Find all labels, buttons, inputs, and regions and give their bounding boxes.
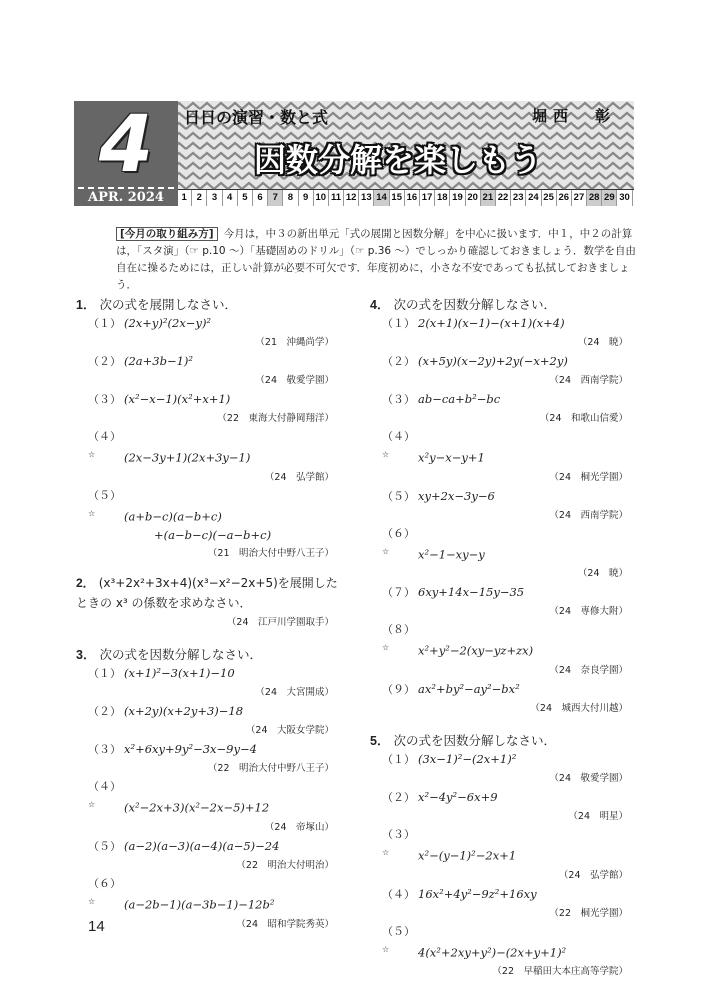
problem-item	[370, 525, 632, 565]
problem-number	[382, 789, 418, 807]
math-expression: 16x²+4y²−9z²+16xy	[418, 886, 537, 901]
problem-label: （５）	[382, 924, 415, 938]
star-icon: ☆	[88, 896, 96, 906]
problem-number	[382, 621, 418, 661]
problem-item	[76, 314, 338, 333]
star-icon: ☆	[382, 546, 390, 556]
problem-source: （22 桐光学園）	[549, 907, 628, 919]
problem-label: （４）	[88, 430, 121, 443]
problem-label: （５）	[88, 488, 121, 502]
day-cell[interactable]: 26	[557, 190, 572, 206]
problem-number	[88, 741, 124, 759]
problem-source: （24 大宮開成）	[255, 687, 334, 699]
problem-number	[382, 751, 418, 769]
day-cell[interactable]: 22	[496, 190, 511, 206]
day-cell[interactable]: 27	[572, 190, 587, 206]
problem-number	[382, 315, 418, 333]
problem-item	[76, 702, 338, 721]
math-expression: (a−2b−1)(a−3b−1)−12b²	[124, 897, 275, 912]
problem-item	[76, 740, 338, 759]
right-column	[370, 296, 632, 981]
day-cell[interactable]: 15	[390, 190, 405, 206]
day-cell[interactable]: 1	[177, 190, 192, 206]
math-expression: (x²−2x+3)(x²−2x−5)+12	[124, 800, 270, 815]
day-cell[interactable]: 8	[283, 190, 298, 206]
star-icon: ☆	[88, 508, 96, 518]
problem-source: （22 東海大付静岡翔洋）	[217, 413, 334, 424]
month-label: APR. 2024	[88, 190, 164, 205]
problem-item	[370, 826, 632, 866]
problem-label: （６）	[88, 876, 121, 890]
day-cell[interactable]: 9	[299, 190, 314, 206]
math-expression: ax²+by²−ay²−bx²	[418, 681, 520, 696]
problem-item	[370, 923, 632, 963]
math-expression: x²y−x−y+1	[418, 450, 485, 465]
problem-source: （21 沖縄尚学）	[255, 337, 334, 348]
problem-source: （24 敬愛学園）	[549, 772, 628, 784]
problem-item	[370, 428, 632, 468]
section-heading	[370, 732, 632, 750]
problem-source: （24 西南学院）	[549, 509, 628, 521]
day-checkboxes	[177, 190, 633, 206]
math-expression: x²−1−xy−y	[418, 547, 485, 562]
day-cell[interactable]: 16	[405, 190, 420, 206]
problem-label: （５）	[382, 489, 415, 503]
problem-label: （６）	[382, 526, 415, 540]
problem-item	[370, 680, 632, 699]
problem-source: （24 江戸川学園取手）	[226, 617, 334, 629]
problem-item	[370, 750, 632, 769]
problem-label: （２）	[382, 355, 415, 368]
problem-number	[382, 391, 418, 409]
problem-number	[382, 428, 418, 468]
day-cell[interactable]: 17	[420, 190, 435, 206]
math-expression: (3x−1)²−(2x+1)²	[418, 751, 517, 766]
math-expression-continued: +(a−b−c)(−a−b+c)	[154, 528, 272, 543]
problem-section	[76, 573, 338, 632]
page-number: 14	[88, 918, 105, 935]
problem-item	[370, 583, 632, 602]
star-icon: ☆	[382, 847, 390, 857]
day-cell[interactable]: 4	[223, 190, 238, 206]
section-instruction: 次の式を因数分解しなさい．	[393, 732, 556, 748]
problem-item	[76, 428, 338, 468]
problem-label: （３）	[88, 743, 121, 757]
problem-number	[88, 665, 124, 683]
star-icon: ☆	[382, 643, 390, 653]
problem-item	[76, 352, 338, 371]
problem-number	[88, 487, 124, 527]
day-cell[interactable]: 10	[314, 190, 329, 206]
problem-label: （３）	[382, 393, 415, 406]
problem-section	[370, 732, 632, 981]
problem-label: （２）	[382, 790, 415, 804]
problem-label: （８）	[382, 623, 415, 637]
left-column	[76, 296, 338, 934]
problem-number	[88, 315, 124, 333]
math-expression: ab−ca+b²−bc	[418, 392, 501, 406]
day-cell[interactable]: 6	[253, 190, 268, 206]
problem-label: （１）	[88, 317, 121, 330]
problem-number	[382, 488, 418, 506]
problem-number	[88, 875, 124, 915]
problem-source: （24 弘学館）	[264, 471, 334, 483]
day-cell[interactable]: 11	[329, 190, 344, 206]
problem-label: （１）	[382, 317, 415, 330]
problem-source: （22 明治大付明治）	[236, 859, 334, 871]
section-number: 1．	[76, 298, 96, 312]
star-icon: ☆	[88, 450, 96, 459]
header-banner	[74, 101, 634, 206]
day-cell[interactable]: 28	[587, 190, 602, 206]
problem-source: （21 明治大付中野八王子）	[207, 548, 334, 560]
problem-label: （９）	[382, 682, 415, 696]
day-cell[interactable]: 21	[481, 190, 496, 206]
day-cell[interactable]: 20	[466, 190, 481, 206]
intro-paragraph	[116, 226, 636, 294]
problem-number	[88, 778, 124, 818]
math-expression: (2a+3b−1)²	[124, 354, 194, 368]
day-cell[interactable]: 25	[542, 190, 557, 206]
month-box	[74, 101, 178, 206]
problem-label: （２）	[88, 355, 121, 368]
problem-item	[370, 487, 632, 506]
problem-source: （24 城西大付川越）	[530, 702, 628, 714]
day-cell[interactable]: 19	[450, 190, 465, 206]
math-expression: x²+6xy+9y²−3x−9y−4	[124, 742, 257, 757]
author-name: 堀西 彰	[531, 107, 616, 125]
star-icon: ☆	[88, 800, 96, 810]
problem-number	[382, 353, 418, 371]
intro-heading: [今月の取り組み方]	[116, 227, 218, 241]
problem-number	[382, 584, 418, 602]
problem-label: （３）	[88, 393, 121, 406]
problem-label: （２）	[88, 705, 121, 719]
day-cell[interactable]: 13	[359, 190, 374, 206]
problem-item	[370, 390, 632, 409]
math-expression: (x+5y)(x−2y)+2y(−x+2y)	[418, 354, 568, 368]
day-cell[interactable]: 7	[268, 190, 283, 206]
day-cell[interactable]: 23	[511, 190, 526, 206]
math-expression: (a−2)(a−3)(a−4)(a−5)−24	[124, 838, 280, 853]
problem-item	[76, 837, 338, 856]
section-instruction: 次の式を因数分解しなさい．	[99, 647, 262, 663]
problem-label: （７）	[382, 586, 415, 600]
problem-label: （５）	[88, 839, 121, 853]
problem-item	[76, 875, 338, 915]
problem-section	[370, 296, 632, 718]
problem-source: （24 敬愛学園）	[255, 375, 334, 386]
problem-label: （１）	[88, 667, 121, 681]
problem-item	[76, 487, 338, 545]
day-cell[interactable]: 30	[617, 190, 632, 206]
problem-number	[382, 826, 418, 866]
problem-item	[370, 314, 632, 333]
math-expression: (a+b−c)(a−b+c)	[124, 509, 222, 524]
problem-number	[382, 923, 418, 963]
problem-item	[370, 885, 632, 904]
problem-source: （24 明星）	[568, 810, 628, 822]
math-expression: x²+y²−2(xy−yz+zx)	[418, 643, 534, 658]
problem-source: （24 大阪女学院）	[245, 725, 334, 737]
problem-item	[76, 778, 338, 818]
day-cell[interactable]: 5	[238, 190, 253, 206]
problem-number	[88, 353, 124, 371]
math-expression: 4(x²+2xy+y²)−(2x+y+1)²	[418, 945, 567, 960]
section-instruction: 次の式を展開しなさい．	[99, 297, 237, 312]
math-expression: (x+1)²−3(x+1)−10	[124, 666, 235, 681]
day-cell[interactable]: 2	[192, 190, 207, 206]
math-expression: (x+2y)(x+2y+3)−18	[124, 704, 244, 719]
math-expression: 2(x+1)(x−1)−(x+1)(x+4)	[418, 316, 565, 330]
problem-label: （１）	[382, 752, 415, 766]
problem-item	[76, 664, 338, 683]
math-expression: x²−(y−1)²−2x+1	[418, 848, 517, 863]
math-expression: xy+2x−3y−6	[418, 488, 495, 503]
problem-number	[88, 703, 124, 721]
series-title: 日日の演習・数と式	[184, 108, 329, 127]
problem-source: （22 早稲田大本庄高等学院）	[492, 966, 628, 978]
section-heading	[76, 646, 338, 664]
day-cell[interactable]: 3	[207, 190, 222, 206]
problem-section	[76, 646, 338, 933]
problem-source: （24 弘学館）	[558, 869, 628, 881]
problem-source: （24 桐光学園）	[549, 471, 628, 483]
problem-number	[382, 525, 418, 565]
problem-label: （４）	[382, 887, 415, 901]
math-expression: (2x−3y+1)(2x+3y−1)	[124, 450, 251, 465]
section-number: 4．	[370, 298, 390, 312]
star-icon: ☆	[382, 450, 390, 459]
page-title: 因数分解を楽しもう	[254, 141, 543, 179]
section-number: 2．	[76, 576, 95, 591]
month-divider	[78, 187, 174, 189]
star-icon: ☆	[382, 944, 390, 954]
intro-text: 今月は，中３の新出単元「式の展開と因数分解」を中心に扱います．中１，中２の計算は，「スタ演」（☞ p.10 〜）「基礎固めのドリル」（☞ p.36 〜）でしっかり確認しておきましょう．数学を自由自在に操るためには，正しい計算が必要不可欠です．年度初めに，小さな不安であっても払拭しておきましょう．	[116, 228, 636, 291]
problem-item	[370, 788, 632, 807]
problem-number	[382, 886, 418, 904]
problem-source: （24 奈良学園）	[549, 664, 628, 676]
problem-number	[88, 838, 124, 856]
math-expression: (2x+y)²(2x−y)²	[124, 316, 212, 330]
problem-item	[76, 390, 338, 409]
day-cell[interactable]: 29	[602, 190, 617, 206]
problem-source: （24 専修大附）	[549, 606, 628, 618]
problem-source: （24 暁）	[577, 337, 628, 348]
problem-label: （３）	[382, 827, 415, 841]
problem-source: （24 和歌山信愛）	[539, 413, 628, 424]
day-cell[interactable]: 14	[374, 190, 389, 206]
math-expression: (x²−x−1)(x²+x+1)	[124, 392, 231, 406]
problem-number	[88, 428, 124, 468]
day-cell[interactable]: 12	[344, 190, 359, 206]
problem-number	[382, 681, 418, 699]
problem-item	[370, 621, 632, 661]
month-number: 4	[98, 101, 154, 190]
section-number: 5．	[370, 733, 390, 748]
problem-source: （24 帝塚山）	[264, 821, 334, 833]
problem-number	[88, 391, 124, 409]
math-expression: 6xy+14x−15y−35	[418, 585, 525, 600]
problem-label: （４）	[88, 780, 121, 794]
section-heading	[76, 573, 338, 613]
problem-label: （４）	[382, 430, 415, 443]
problem-source: （24 暁）	[577, 568, 628, 580]
day-cell[interactable]: 24	[526, 190, 541, 206]
section-instruction: (x³+2x²+3x+4)(x³−x²−2x+5)を展開したときの x³ の係数を求めなさい．	[76, 576, 338, 611]
day-cell[interactable]: 18	[435, 190, 450, 206]
problem-source: （24 西南学院）	[549, 375, 628, 386]
problem-source: （24 昭和学院秀英）	[236, 918, 334, 930]
section-number: 3．	[76, 648, 96, 663]
math-expression: x²−4y²−6x+9	[418, 789, 498, 804]
problem-source: （22 明治大付中野八王子）	[207, 763, 334, 775]
section-heading	[76, 296, 338, 314]
problem-item	[370, 352, 632, 371]
section-instruction: 次の式を因数分解しなさい．	[393, 297, 556, 312]
section-heading	[370, 296, 632, 314]
problem-section	[76, 296, 338, 563]
